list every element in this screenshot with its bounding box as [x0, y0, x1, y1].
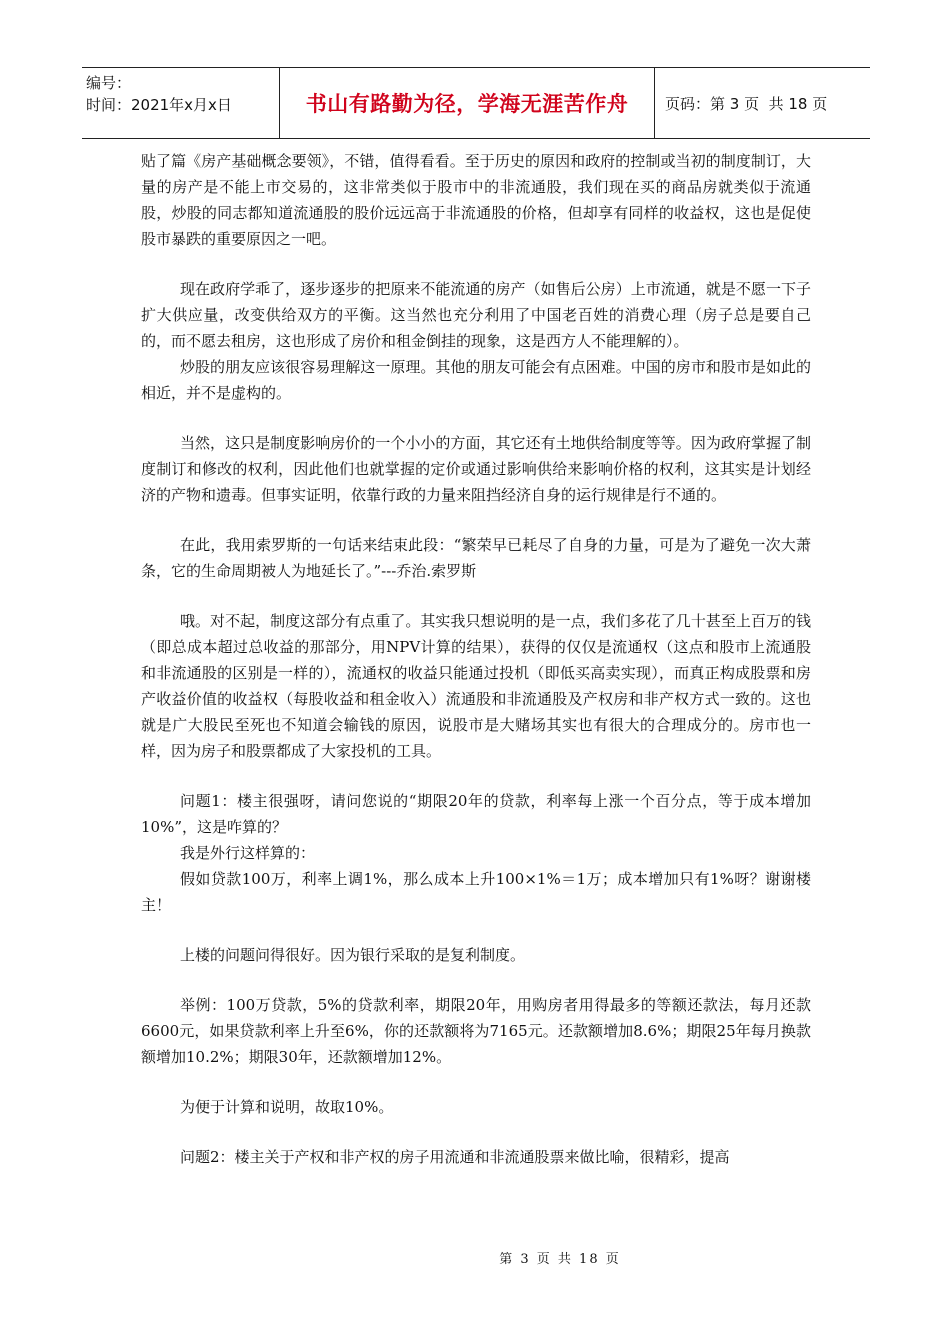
paragraph: 现在政府学乖了，逐步逐步的把原来不能流通的房产（如售后公房）上市流通，就是不愿一下子扩大供应量，改变供给双方的平衡。这当然也充分利用了中国老百姓的消费心理（房子总是要自己的，而不愿去租房，这也形成了房价和租金倒挂的现象，这是西方人不能理解的）。: [141, 280, 811, 350]
paragraph: 我是外行这样算的：: [180, 844, 316, 862]
page-footer: 第 3 页 共 18 页: [499, 1252, 621, 1267]
paragraph: 当然，这只是制度影响房价的一个小小的方面，其它还有土地供给制度等等。因为政府掌握了制度制订和修改的权利，因此他们也就掌握的定价或通过影响供给来影响价格的权利，这其实是计划经济的产物和遗毒。但事实证明，依靠行政的力量来阻挡经济自身的运行规律是行不通的。: [141, 434, 811, 504]
paragraph: 问题1：楼主很强呀，请问您说的“期限20年的贷款，利率每上涨一个百分点，等于成本增加10%”，这是咋算的？: [141, 792, 811, 836]
document-body: [141, 148, 811, 1170]
header-page-info: 页码：第 3 页 共 18 页: [665, 94, 828, 113]
document-date: 时间：2021年x月x日: [86, 96, 232, 114]
paragraph: 贴了篇《房产基础概念要领》，不错，值得看看。至于历史的原因和政府的控制或当初的制度制订，大量的房产是不能上市交易的，这非常类似于股市中的非流通股，我们现在买的商品房就类似于流通股，炒股的同志都知道流通股的股价远远高于非流通股的价格，但却享有同样的收益权，这也是促使股市暴跌的重要原因之一吧。: [141, 152, 811, 248]
header-meta: [82, 68, 280, 138]
paragraph: 假如贷款100万，利率上调1%，那么成本上升100×1%＝1万；成本增加只有1%呀？谢谢楼主！: [141, 870, 811, 914]
paragraph: 举例：100万贷款，5%的贷款利率，期限20年，用购房者用得最多的等额还款法，每月还款6600元，如果贷款利率上升至6%，你的还款额将为7165元。还款额增加8.6%；期限25年每月换款额增加10.2%；期限30年，还款额增加12%。: [141, 996, 811, 1066]
page-header: [82, 67, 870, 139]
header-motto: 书山有路勤为径，学海无涯苦作舟: [280, 68, 655, 138]
paragraph: 上楼的问题问得很好。因为银行采取的是复利制度。: [180, 946, 526, 964]
paragraph: 炒股的朋友应该很容易理解这一原理。其他的朋友可能会有点困难。中国的房市和股市是如此的相近，并不是虚构的。: [141, 358, 811, 402]
paragraph: 为便于计算和说明，故取10%。: [180, 1098, 394, 1116]
document-number-label: 编号：: [86, 74, 132, 92]
paragraph: 哦。对不起，制度这部分有点重了。其实我只想说明的是一点，我们多花了几十甚至上百万的钱（即总成本超过总收益的那部分，用NPV计算的结果），获得的仅仅是流通权（这点和股市上流通股和非流通股的区别是一样的），流通权的收益只能通过投机（即低买高卖实现），而真正构成股票和房产收益价值的收益权（每股收益和租金收入）流通股和非流通股及产权房和非产权方式一致的。这也就是广大股民至死也不知道会输钱的原因，说股市是大赌场其实也有很大的合理成分的。房市也一样，因为房子和股票都成了大家投机的工具。: [141, 612, 811, 760]
paragraph: 问题2：楼主关于产权和非产权的房子用流通和非流通股票来做比喻，很精彩，提高: [180, 1148, 730, 1166]
paragraph: 在此，我用索罗斯的一句话来结束此段：“繁荣早已耗尽了自身的力量，可是为了避免一次大萧条，它的生命周期被人为地延长了。”---乔治.索罗斯: [141, 536, 811, 580]
